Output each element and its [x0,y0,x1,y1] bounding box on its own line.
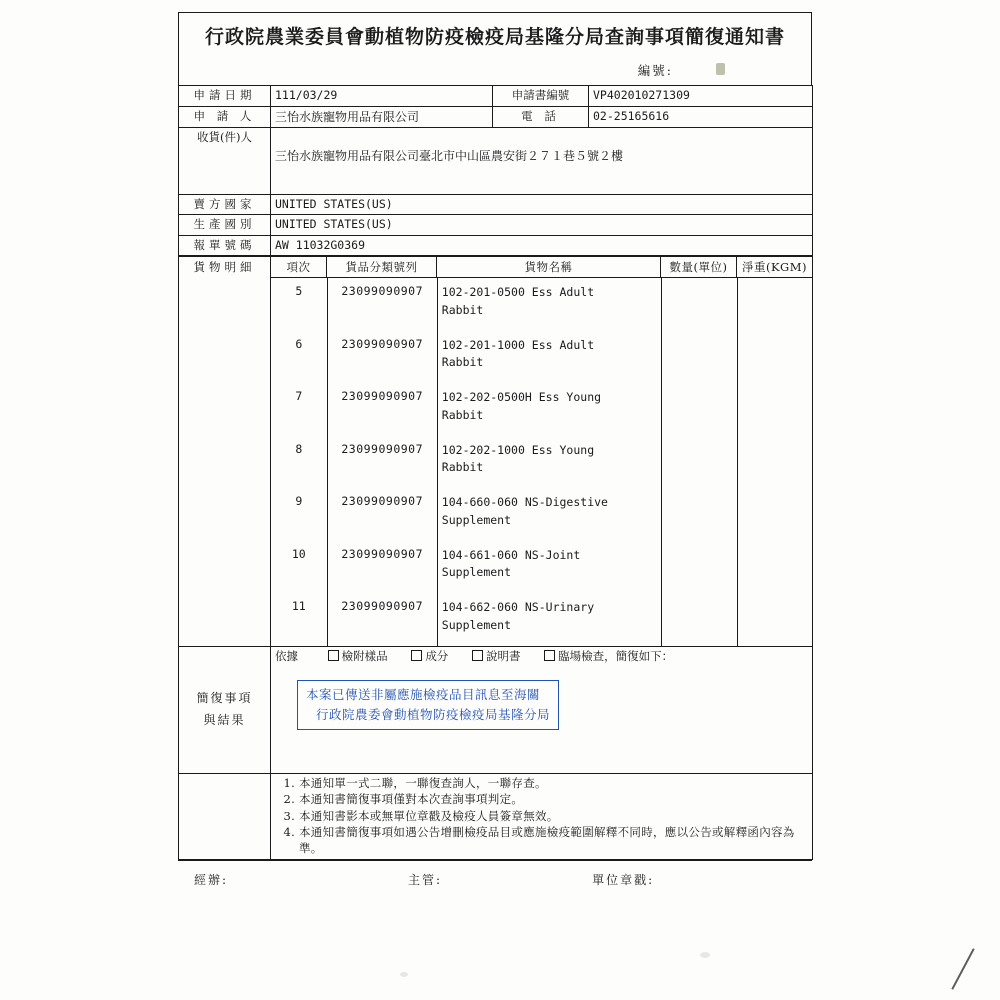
table-row [271,436,812,489]
reply-content-cell [271,646,813,773]
goods-class-code: 23099090907 [327,541,437,594]
apply-no-value: VP402010271309 [589,86,813,107]
table-row [271,541,812,594]
applicant-label: 申 請 人 [179,106,271,127]
consignee-label: 收貨(件)人 [179,127,271,194]
reply-label-line2: 與結果 [203,712,246,727]
table-row [271,488,812,541]
basis-option-sample[interactable] [328,649,388,663]
note-item: 3. 本通知書影本或無單位章戳及檢疫人員簽章無效。 [299,809,808,825]
goods-weight [738,383,812,436]
handler-label: 經辦: [194,873,229,888]
goods-item-no: 5 [271,278,327,331]
goods-qty [662,383,738,436]
apply-no-label: 申請書編號 [493,86,589,107]
checkbox-icon[interactable] [328,650,339,661]
goods-qty [662,593,738,646]
basis-option-ingredient[interactable] [411,649,448,663]
goods-class-code: 23099090907 [327,593,437,646]
table-row [271,278,812,331]
goods-weight [738,436,812,489]
serial-label: 編號: [637,63,673,78]
goods-weight [738,278,812,331]
basis-line [275,649,808,665]
signature-row [178,860,812,888]
supervisor-label: 主管: [408,873,443,888]
notes-cell [271,773,813,860]
goods-qty [662,541,738,594]
note-item: 1. 本通知單一式二聯，一聯復查詢人，一聯存查。 [299,776,808,792]
reply-section-label [179,646,271,773]
goods-detail-table [178,256,813,646]
checkbox-icon[interactable] [544,650,555,661]
page-title: 行政院農業委員會動植物防疫檢疫局基隆分局查詢事項簡復通知書 [178,12,812,57]
basis-option-onsite-label: 臨場檢查，簡復如下： [558,648,674,663]
goods-qty [662,278,738,331]
goods-name: 104-662-060 NS-Urinary Supplement [437,593,661,646]
table-row [179,194,813,215]
table-row [179,86,813,107]
goods-class-code: 23099090907 [327,278,437,331]
note-item: 2. 本通知書簡復事項僅對本次查詢事項判定。 [299,792,808,808]
goods-header-code: 貨品分類號列 [327,257,437,278]
goods-header-name: 貨物名稱 [437,257,661,278]
seller-country-label: 賣方國家 [179,194,271,215]
phone-label: 電 話 [493,106,589,127]
goods-inner-table [271,278,812,646]
phone-value: 02-25165616 [589,106,813,127]
table-row [179,646,813,773]
table-row [271,383,812,436]
basis-option-onsite[interactable] [544,649,673,663]
goods-class-code: 23099090907 [327,331,437,384]
unit-seal-label: 單位章戳: [592,873,655,888]
goods-class-code: 23099090907 [327,488,437,541]
notes-list [275,776,808,857]
goods-body-row [179,278,813,646]
goods-item-no: 8 [271,436,327,489]
scan-smudge-2 [400,972,408,977]
seal-mark-icon [716,63,725,75]
goods-name: 102-202-1000 Ess Young Rabbit [437,436,661,489]
goods-class-code: 23099090907 [327,436,437,489]
table-row [179,773,813,860]
goods-header-row [179,257,813,278]
reply-section-table [178,646,813,861]
goods-qty [662,436,738,489]
goods-class-code: 23099090907 [327,383,437,436]
goods-item-no: 10 [271,541,327,594]
approval-stamp [297,680,559,730]
checkbox-icon[interactable] [472,650,483,661]
basis-option-ingredient-label: 成分 [425,648,449,663]
stamp-line-2: 行政院農委會動植物防疫檢疫局基隆分局 [316,706,551,722]
goods-name: 102-201-1000 Ess Adult Rabbit [437,331,661,384]
goods-weight [738,331,812,384]
produce-country-value: UNITED STATES(US) [271,215,813,236]
reply-label-line1: 簡復事項 [196,691,253,706]
apply-date-label: 申請日期 [179,86,271,107]
table-row [271,593,812,646]
table-row [179,127,813,194]
goods-item-no: 9 [271,488,327,541]
declaration-label: 報單號碼 [179,235,271,256]
table-row [179,215,813,236]
goods-name: 104-661-060 NS-Joint Supplement [437,541,661,594]
goods-name: 104-660-060 NS-Digestive Supplement [437,488,661,541]
table-row [271,331,812,384]
goods-header-item: 項次 [271,257,327,278]
checkbox-icon[interactable] [411,650,422,661]
goods-weight [738,488,812,541]
table-row [179,235,813,256]
goods-item-no: 6 [271,331,327,384]
notice-document [178,12,812,888]
goods-qty [662,331,738,384]
consignee-value: 三怡水族寵物用品有限公司臺北市中山區農安街２７１巷５號２樓 [271,127,813,194]
header-fields-table [178,85,813,256]
goods-detail-label: 貨物明細 [179,257,271,646]
goods-name: 102-202-0500H Ess Young Rabbit [437,383,661,436]
basis-option-manual-label: 說明書 [485,648,521,663]
goods-item-no: 7 [271,383,327,436]
basis-option-manual[interactable] [472,649,521,663]
goods-header-qty: 數量(單位) [661,257,737,278]
stamp-line-1: 本案已傳送非屬應施檢疫品目訊息至海關 [306,687,541,703]
notes-spacer-cell [179,773,271,860]
goods-item-no: 11 [271,593,327,646]
apply-date-value: 111/03/29 [271,86,493,107]
goods-qty [662,488,738,541]
note-item: 4. 本通知書簡復事項如遇公告增刪檢疫品目或應施檢疫範圍解釋不同時，應以公告或解釋函內容為準。 [299,825,808,856]
basis-label: 依據 [275,648,298,663]
serial-number-row [178,57,812,85]
goods-rows-container [271,278,813,646]
applicant-value: 三怡水族寵物用品有限公司 [271,106,493,127]
goods-weight [738,541,812,594]
goods-header-weight: 淨重(KGM) [737,257,813,278]
pen-mark [951,948,974,990]
goods-name: 102-201-0500 Ess Adult Rabbit [437,278,661,331]
produce-country-label: 生產國別 [179,215,271,236]
table-row [179,106,813,127]
basis-option-sample-label: 檢附樣品 [341,648,388,663]
declaration-value: AW 11032G0369 [271,235,813,256]
seller-country-value: UNITED STATES(US) [271,194,813,215]
goods-weight [738,593,812,646]
scan-smudge [700,952,710,958]
